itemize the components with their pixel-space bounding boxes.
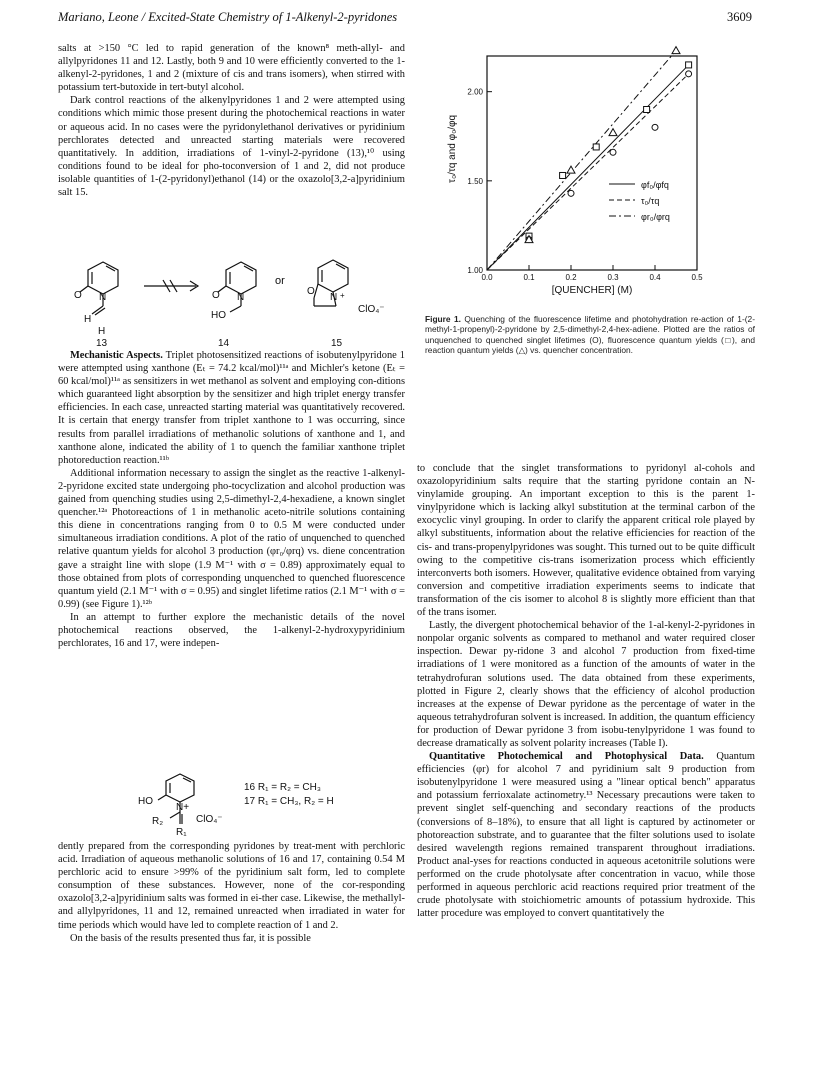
compound-number-13: 13	[96, 338, 108, 348]
data-point-square	[560, 172, 566, 178]
data-point-circle	[610, 149, 616, 155]
data-point-square	[644, 107, 650, 113]
x-tick-label: 0.0	[481, 273, 493, 282]
x-tick-label: 0.3	[607, 273, 619, 282]
paragraph: Additional information necessary to assign the singlet as the reactive 1-alkenyl-2-pyridone excited state undergoing pho-tocyclization and alcohol production was gained from quenching studies using 2,5-dimethyl-2,4-hexadiene, a known singlet quencher.¹²ᵃ Photoreactions of 1 in methanolic aceto-nitrile solutions containing this diene in concentrations ranging from 0 to 0.5 M were conducted under simultaneous irradiation conditions. A plot of the ratio of unquenched to quenched relative quantum yields for alcohol 3 production (φr₀/φrq) vs. diene concentration gave a straight line with slope (1.9 M⁻¹ with σ = 0.89) approximately equal to those obtained from plots of corresponding unquenched to quenched fluorescence quantum yield (2.1 M⁻¹ with σ = 0.95) and singlet lifetime ratios (2.1 M⁻¹ with σ = 0.99) (see Figure 1).¹²ᵇ	[58, 467, 405, 610]
page-number: 3609	[727, 10, 752, 24]
paragraph: In an attempt to further explore the mechanistic details of the novel photochemical reactions observed, the 1-alkenyl-2-hydroxypyridinium perchlorates, 16 and 17, were indepen-	[58, 611, 405, 650]
perchlorate-label: ClO₄⁻	[196, 814, 223, 825]
y-tick-label: 1.50	[467, 176, 483, 186]
series-line	[487, 74, 689, 270]
data-point-triangle	[567, 166, 575, 173]
x-tick-label: 0.2	[565, 273, 577, 282]
figure-label: Figure 1.	[425, 314, 461, 324]
atom-label: R₂	[152, 816, 164, 827]
legend-label: τ₀/τq	[641, 196, 660, 206]
atom-label: H	[98, 326, 106, 337]
y-tick-label: 1.00	[467, 266, 483, 275]
data-point-circle	[568, 190, 574, 196]
figure-1-chart	[425, 42, 755, 312]
atom-label: R₁	[176, 827, 187, 836]
compound-number-14: 14	[218, 338, 230, 348]
data-point-triangle	[609, 129, 617, 136]
running-header	[58, 10, 752, 28]
atom-label: O	[74, 290, 82, 301]
paragraph: dently prepared from the corresponding pyridones by treat-ment with perchloric acid. Irradiation of aqueous methanolic solutions of 16 and 17, containing 0.54 M perchloric acid to ensure >99% of the pyridinium salt form, led to complete consumption of these substances. However, none of the cor-responding oxazolo[3,2-a]pyridinium salts was formed in ei-ther case. Likewise, the methallyl- and allylpyridones, 11 and 12, remained unreacted when irradiated in water for time periods which would have led to complete reaction of 1 and 2.	[58, 841, 405, 931]
data-point-square	[686, 62, 692, 68]
data-point-triangle	[672, 47, 680, 54]
figure-caption	[425, 314, 755, 356]
section-heading-quantitative: Quantitative Photochemical and Photophysical Data.	[429, 751, 704, 763]
left-column-bottom	[58, 840, 405, 945]
paragraph: Quantum efficiencies (φr) for alcohol 7 and pyridinium salt 9 production from isobutenylpyridone 1 were measured using a "linear optical bench" apparatus and potassium ferrioxalate actinometry.¹³ Necessary precautions were taken to prevent singlet self-quenching and secondary reactions of the products (conversions of 8–18%), to ensure that all light is captured by actinometer or photoreaction substrate, and to guarantee that the filter solutions used to isolate desired wavelength regions remained transparent throughout irradiations. Product anal-yses for reactions conducted in aqueous acetonitrile solutions were performed on the crude photolysate after concentration in vacuo, while those performed in aqueous perchloric acid reactions required prior treatment of the crude photolysate with stoichiometric amounts of potassium hydroxide. This latter procedure was employed to convert quantitatively the	[417, 751, 755, 920]
perchlorate-label: ClO₄⁻	[358, 304, 385, 315]
charge-label: +	[340, 291, 345, 300]
y-tick-label: 2.00	[467, 87, 483, 97]
compound-number-15: 15	[331, 338, 343, 348]
left-column-middle	[58, 349, 405, 650]
series-line	[487, 51, 676, 270]
legend-label: φr₀/φrq	[641, 212, 670, 222]
atom-label: HO	[138, 796, 153, 807]
atom-label: N	[330, 292, 338, 303]
x-tick-label: 0.5	[691, 273, 703, 282]
data-point-square	[593, 144, 599, 150]
paragraph: Dark control reactions of the alkenylpyridones 1 and 2 were attempted using conditions which mimic those present during the photochemical reactions in water or aqueous acid. In no cases were the pyridonylethanol derivatives or pyridinium perchlorates detected and unreacted starting materials were recovered quantitatively. In addition, irradiations of 1-vinyl-2-pyridone (13),¹⁰ using conditions found to be ideal for pho-toconversion of 1 and 2, did not produce isolable quantities of 1-(2-pyridonyl)ethanol (14) or the oxazolo[3,2-a]pyridinium salt 15.	[58, 95, 405, 199]
paragraph: to conclude that the singlet transformations to pyridonyl al-cohols and oxazolopyridinium salts require that the starting pyridone contain an N-vinylamide grouping. An important exception to this is the parent 1-vinylpyridone which is lacking alkyl substitution at the terminal carbon of the exocyclic vinyl grouping. In order to clarify the apparent critical role played by alkyl substituents, information about the relative efficiencies for reaction of the cis- and trans-propenylpyridones was sought. This turned out to be quite difficult owing to the competitive cis-trans isomerization process which efficiently interconverts both isomers. However, qualitative evidence obtained from varying conversion and competitive irradiation experiments seems to indicate that transformation of the cis isomer to alcohol 8 is slightly more efficient than that of the trans isomer.	[417, 463, 755, 619]
x-tick-label: 0.1	[523, 273, 535, 282]
compound-16-definition: 16 R₁ = R₂ = CH₃	[244, 782, 321, 793]
paragraph: Triplet photosensitized reactions of isobutenylpyridone 1 were attempted using xanthone (Eₜ = 74.2 kcal/mol)¹¹ᵃ and Michler's ketone (Eₜ = 60 kcal/mol)¹¹ᵃ as sensitizers in wet methanol as solvent and employing con-ditions which guaranteed light absorption by the sensitizer and high triplet energy transfer efficiencies. In each case, unreacted starting material was quantitatively recovered. It is certain that energy transfer from triplet xanthone to 1 was occurring, since results from parallel irradiations of methanolic solutions of xanthone and 1, and xanthone alone, indicated the ability of 1 to quench the familiar xanthone triplet photoreduction reaction.¹¹ᵇ	[58, 350, 405, 466]
running-title: Mariano, Leone / Excited-State Chemistry of 1-Alkenyl-2-pyridones	[58, 10, 398, 24]
compound-17-definition: 17 R₁ = CH₃, R₂ = H	[244, 796, 334, 807]
atom-label: N	[237, 292, 245, 303]
paragraph: On the basis of the results presented thus far, it is possible	[70, 932, 311, 944]
data-point-circle	[652, 124, 658, 130]
atom-label: H	[84, 314, 92, 325]
y-axis-label: τ₀/τq and φ₀/φq	[447, 114, 458, 183]
scheme-structures-13-15	[58, 254, 405, 348]
scheme-structures-16-17	[130, 770, 370, 836]
left-column-top	[58, 42, 405, 199]
caption-text: Quenching of the fluorescence lifetime and photohydration re-action of 1-(2-methyl-1-propenyl)-2-pyridone by 2,5-dimethyl-2,4-hex-adiene. Plotted are the ratios of unquenched to quenched singlet lifetimes (O), fluorescence quantum yields (□), and reaction quantum yields (△) vs. quencher concentration.	[425, 314, 755, 356]
or-label: or	[275, 275, 285, 287]
section-heading-mechanistic: Mechanistic Aspects.	[70, 350, 163, 361]
atom-label: N+	[176, 802, 190, 813]
atom-label: O	[307, 286, 315, 297]
paragraph: Lastly, the divergent photochemical behavior of the 1-al-kenyl-2-pyridones in nonpolar organic solvents as compared to methanol and water required closer inspection. Dewar py-ridone 3 and alcohol 7 production from fixed-time irradiations of 1 were monitored as a function of the amounts of water in the tetrahydrofuran solutions used. The data obtained from these experiments, plotted in Figure 2, clearly shows that the efficiency of alcohol production increases at the expense of Dewar pyridone as the percentage of water in the aqueous tetrahydrofuran solvent is increased. In addition, the quantum efficiency for production of Dewar pyridone 3 from isobu-tenylpyridone 1 was found to decrease dramatically as solvent polarity increases (Table I).	[417, 620, 755, 749]
right-column	[417, 462, 755, 920]
x-axis-label: [QUENCHER] (M)	[551, 285, 633, 296]
legend-label: φf₀/φfq	[641, 180, 669, 190]
x-tick-label: 0.4	[649, 273, 661, 282]
data-point-circle	[686, 71, 692, 77]
atom-label: O	[212, 290, 220, 301]
atom-label: HO	[211, 310, 226, 321]
series-line	[487, 65, 689, 270]
atom-label: N	[99, 292, 107, 303]
paragraph: salts at >150 °C led to rapid generation of the known⁸ meth-allyl- and allylpyridones 11 and 12. Lastly, both 9 and 10 were efficiently converted to the 1-alkenyl-2-pyridones, 1 and 2 (mixture of cis and trans isomers), when stirred with potassium tert-butoxide in tert-butyl alcohol.	[58, 43, 405, 94]
